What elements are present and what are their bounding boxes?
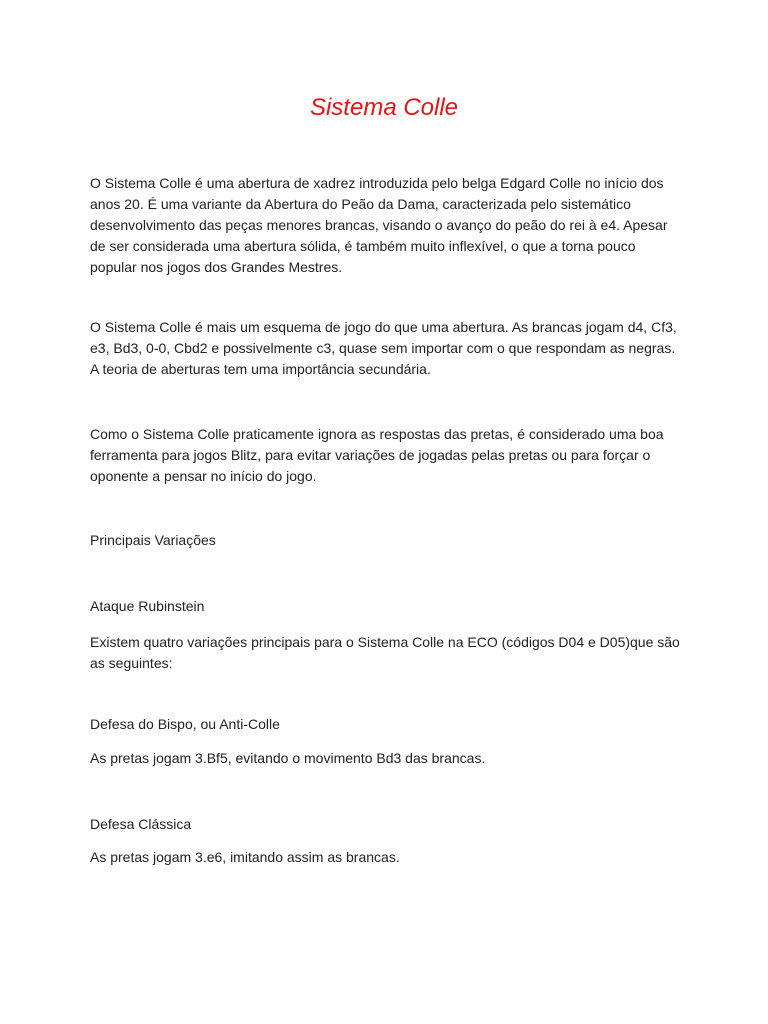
heading-principais-variacoes: Principais Variações: [90, 532, 216, 548]
paragraph-blitz: Como o Sistema Colle praticamente ignora as respostas das pretas, é considerado uma boa ferramenta para jogos Blitz, para evitar variações de jogadas pelas pretas ou para forçar o oponente a pensar no início do jogo.: [90, 426, 664, 484]
document-title: Sistema Colle: [309, 94, 459, 121]
heading-defesa-classica: Defesa Clássica: [90, 816, 192, 832]
paragraph-defesa-classica: As pretas jogam 3.e6, imitando assim as brancas.: [90, 849, 400, 865]
paragraph-scheme: O Sistema Colle é mais um esquema de jogo do que uma abertura. As brancas jogam d4, Cf3, e3, Bd3, 0-0, Cbd2 e possivelmente c3, quase sem importar com o que respondam as negras. A teoria de aberturas tem uma importância secundária.: [90, 319, 677, 377]
paragraph-eco-variations: Existem quatro variações principais para o Sistema Colle na ECO (códigos D04 e D05)que são as seguintes:: [90, 634, 680, 671]
heading-ataque-rubinstein: Ataque Rubinstein: [90, 598, 205, 614]
paragraph-intro: O Sistema Colle é uma abertura de xadrez introduzida pelo belga Edgard Colle no início dos anos 20. É uma variante da Abertura do Peão da Dama, caracterizada pelo sistemático desenvolvimento das peças menores brancas, visando o avanço do peão do rei à e4. Apesar de ser considerada uma abertura sólida, é também muito inflexível, o que a torna pouco popular nos jogos dos Grandes Mestres.: [90, 175, 668, 275]
paragraph-defesa-do-bispo: As pretas jogam 3.Bf5, evitando o movimento Bd3 das brancas.: [90, 750, 486, 766]
heading-defesa-do-bispo: Defesa do Bispo, ou Anti-Colle: [90, 716, 280, 732]
